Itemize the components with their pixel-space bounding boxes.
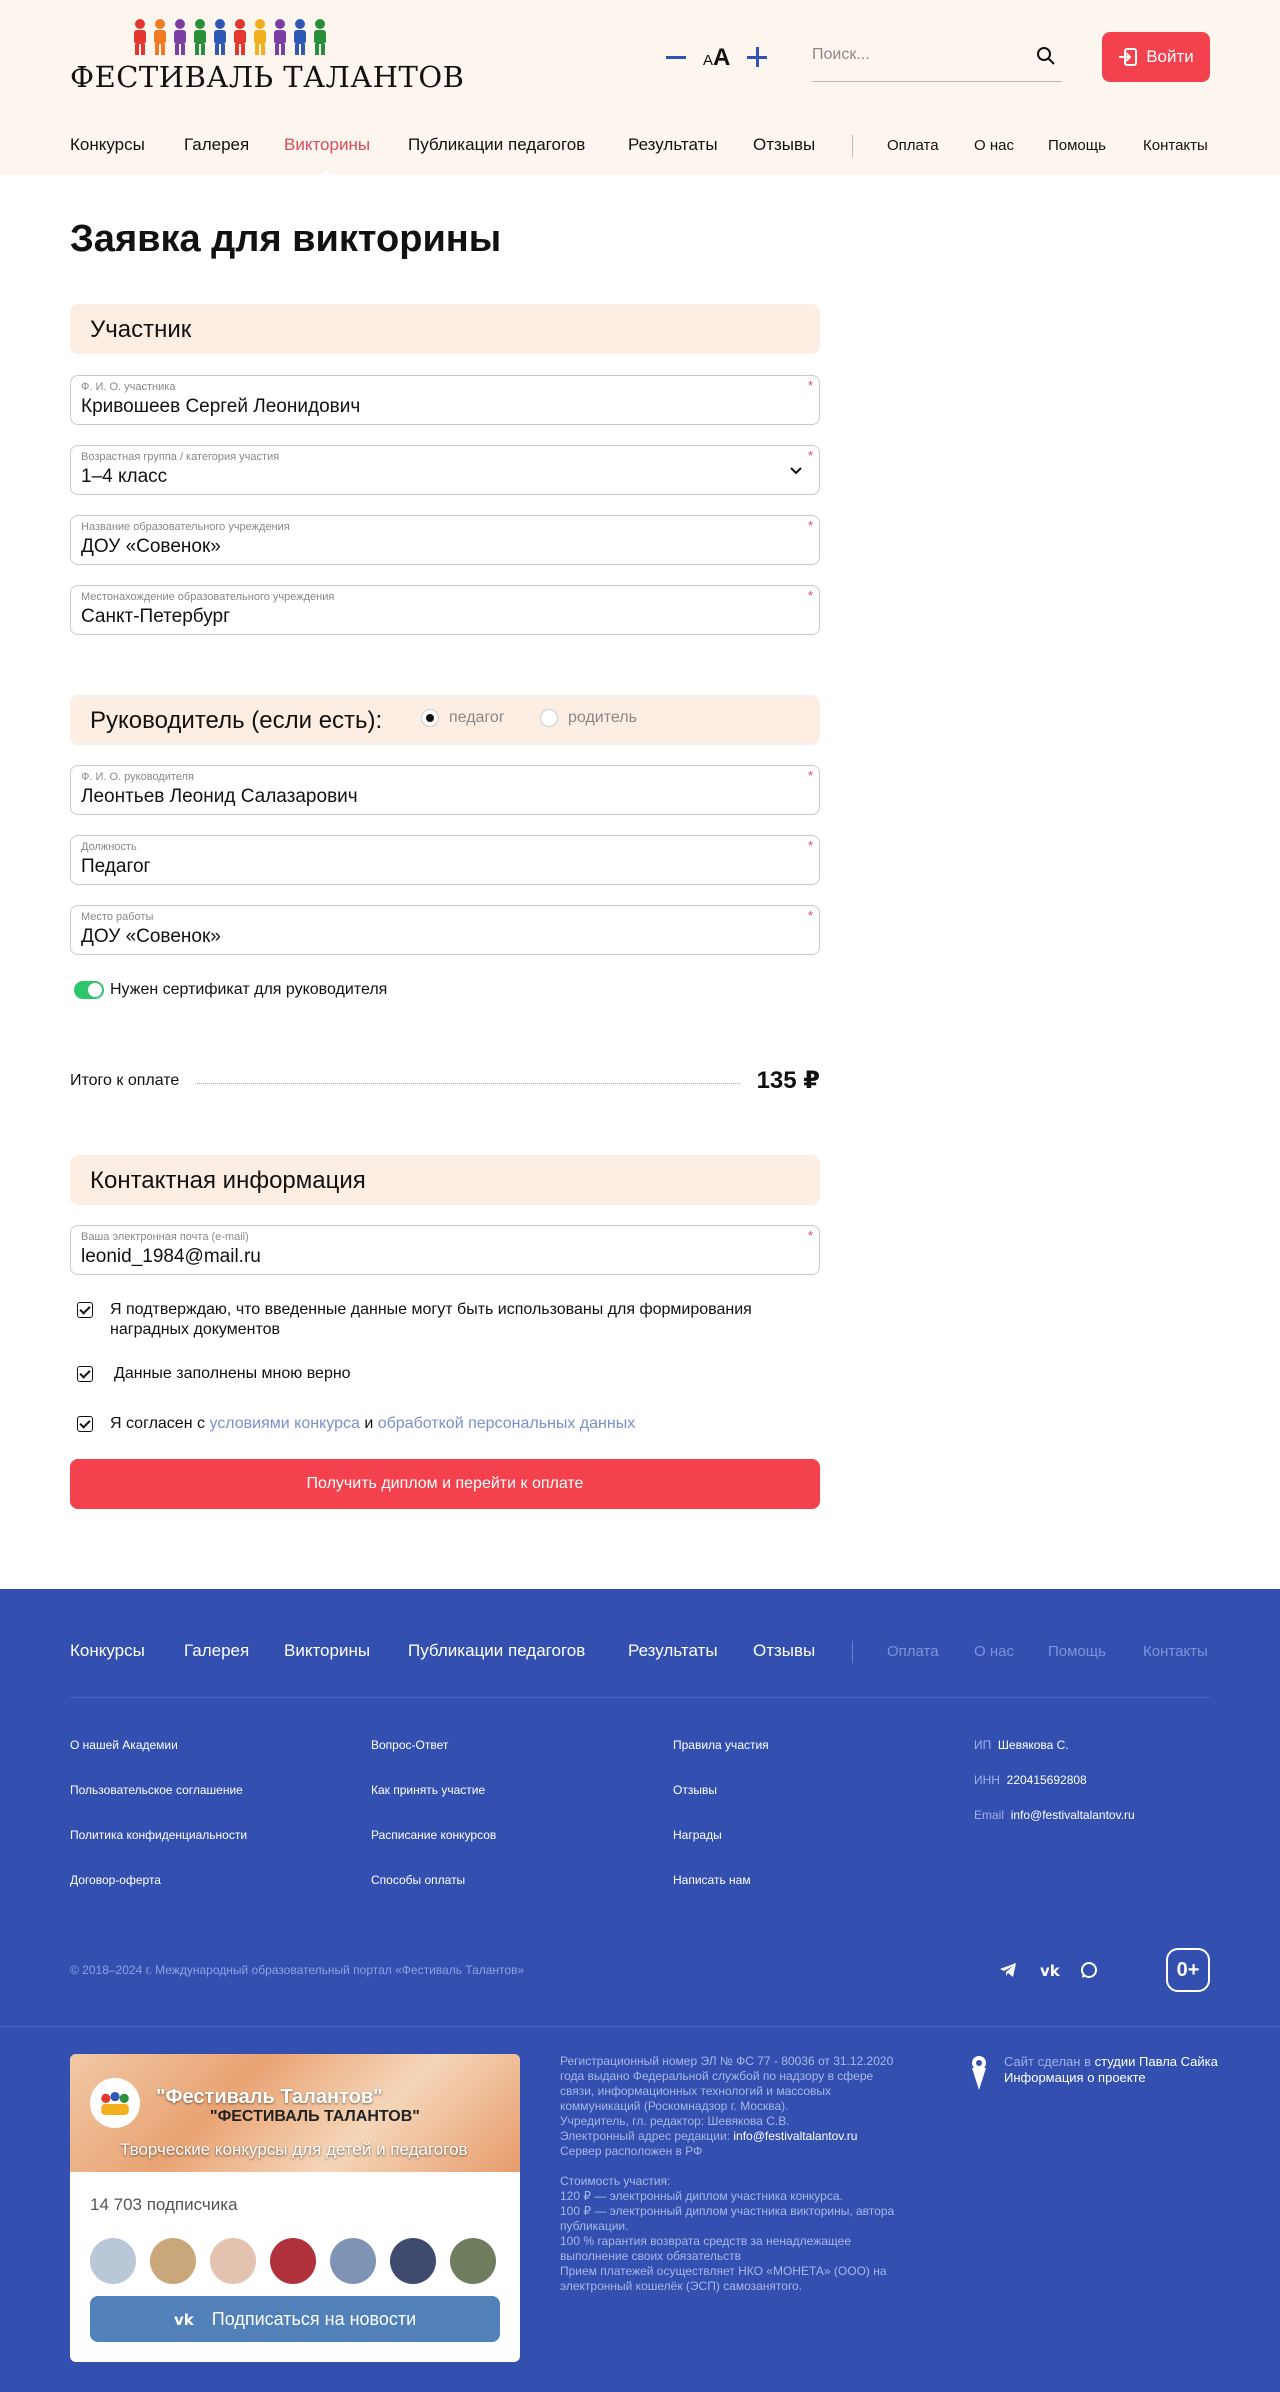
footer-divider — [70, 1697, 1210, 1698]
font-size-icon: AA — [703, 44, 731, 71]
field-value: Леонтьев Леонид Салазарович — [81, 786, 358, 807]
price-line: выполнение своих обязательств — [560, 2249, 741, 2263]
field-label: Ф. И. О. руководителя — [81, 771, 194, 783]
footer-link[interactable]: Награды — [673, 1828, 722, 1842]
required-mark: * — [807, 588, 813, 603]
certificate-toggle[interactable] — [74, 981, 104, 999]
nav-divider — [852, 135, 853, 157]
field-label: Должность — [81, 841, 137, 853]
nav-item-publications[interactable]: Публикации педагогов — [408, 135, 586, 154]
field-value: 1–4 класс — [81, 466, 168, 487]
reg-line: связи, информационных технологий и массовых — [560, 2084, 832, 2098]
radio-label: педагог — [449, 709, 505, 727]
avatar[interactable] — [150, 2238, 196, 2284]
logo-people-icon — [130, 18, 340, 56]
footer-nav-reviews[interactable]: Отзывы — [753, 1641, 816, 1660]
total-row — [70, 1064, 820, 1094]
reg-line: Регистрационный номер ЭЛ № ФС 77 - 80036 от 31.12.2020 — [560, 2054, 894, 2068]
supervisor-name-field[interactable] — [70, 765, 820, 815]
footer-nav-publications[interactable]: Публикации педагогов — [408, 1641, 586, 1660]
avatar[interactable] — [270, 2238, 316, 2284]
required-mark: * — [807, 908, 813, 923]
vk-subscribe-label: Подписаться на новости — [211, 2308, 417, 2329]
email-field[interactable] — [70, 1225, 820, 1275]
svg-text:vk: vk — [173, 2311, 194, 2327]
required-mark: * — [807, 768, 813, 783]
footer-link[interactable]: Пользовательское соглашение — [70, 1783, 243, 1797]
reg-line: коммуникаций (Роскомнадзор г. Москва). — [560, 2099, 789, 2113]
radio-dot — [540, 709, 558, 727]
consent-terms — [70, 1414, 830, 1436]
age-rating-badge: 0+ — [1166, 1948, 1210, 1992]
registration-info — [560, 2054, 930, 2294]
participant-name-field[interactable] — [70, 375, 820, 425]
price-line: публикации. — [560, 2219, 629, 2233]
footer-nav-quizzes[interactable]: Викторины — [284, 1641, 371, 1660]
section-title: Контактная информация — [90, 1167, 366, 1194]
total-label: Итого к оплате — [70, 1072, 185, 1090]
reg-email-line: Электронный адрес редакции: info@festivaltalantov.ru — [560, 2129, 858, 2143]
required-mark: * — [807, 448, 813, 463]
radio-teacher[interactable] — [421, 709, 505, 727]
submit-button[interactable]: Получить диплом и перейти к оплате — [70, 1459, 820, 1509]
reg-line: Учредитель, гл. редактор: Шевякова С.В. — [560, 2114, 790, 2128]
total-amount: 135 ₽ — [756, 1067, 820, 1094]
login-label: Войти — [1146, 47, 1194, 66]
font-size-control — [666, 38, 774, 78]
contact-section-header — [70, 1155, 820, 1205]
price-line: 100 ₽ — электронный диплом участника викторины, автора — [560, 2204, 895, 2218]
terms-link[interactable]: условиями конкурса — [209, 1415, 360, 1432]
field-label: Название образовательного учреждения — [81, 521, 290, 533]
site-logo[interactable] — [70, 18, 465, 94]
certificate-toggle-label: Нужен сертификат для руководителя — [110, 981, 388, 998]
radio-dot — [421, 709, 439, 727]
vk-tagline: Творческие конкурсы для детей и педагогов — [120, 2140, 468, 2159]
chevron-down-icon — [789, 464, 803, 478]
vk-logo-icon — [174, 2311, 200, 2327]
vk-banner-title: "ФЕСТИВАЛЬ ТАЛАНТОВ" — [210, 2108, 420, 2125]
footer-link[interactable]: Правила участия — [673, 1738, 769, 1752]
price-line: Стоимость участия: — [560, 2174, 671, 2188]
field-value: ДОУ «Совенок» — [81, 536, 221, 557]
footer-divider — [0, 2026, 1280, 2027]
footer-link[interactable]: Как принять участие — [371, 1783, 486, 1797]
studio-text: Сайт сделан в студии Павла Сайка Информация о проекте — [1004, 2054, 1218, 2085]
consent-and: и — [364, 1415, 374, 1432]
vk-icon[interactable] — [1040, 1961, 1062, 1979]
footer-nav-divider — [852, 1641, 853, 1663]
footer-nav-gallery[interactable]: Галерея — [184, 1641, 250, 1660]
project-info-link[interactable]: Информация о проекте — [1004, 2070, 1146, 2085]
footer-nav — [70, 1641, 1210, 1665]
footer-nav-help[interactable]: Помощь — [1048, 1643, 1106, 1660]
whatsapp-icon[interactable] — [1080, 1961, 1098, 1979]
price-line: 120 ₽ — электронный диплом участника конкурса. — [560, 2189, 843, 2203]
footer-link[interactable]: Договор-оферта — [70, 1873, 161, 1887]
footer-link[interactable]: О нашей Академии — [70, 1738, 178, 1752]
field-label: Местонахождение образовательного учреждения — [81, 591, 335, 603]
consent-correct-data-checkbox[interactable] — [77, 1366, 93, 1382]
required-mark: * — [807, 378, 813, 393]
field-value: Педагог — [81, 856, 151, 877]
nav-item-about[interactable]: О нас — [974, 137, 1014, 154]
page-title: Заявка для викторины — [70, 218, 502, 260]
reg-line: Сервер расположен в РФ — [560, 2144, 703, 2158]
vk-member-avatars — [90, 2238, 510, 2286]
nav-item-quizzes[interactable]: Викторины — [284, 135, 371, 154]
supervisor-workplace-field[interactable] — [70, 905, 820, 955]
footer-email: Email info@festivaltalantov.ru — [974, 1808, 1135, 1822]
price-line: электронный кошелёк (ЭСП) самозанятого. — [560, 2279, 803, 2293]
avatar[interactable] — [90, 2238, 136, 2284]
site-footer — [0, 1589, 1280, 2392]
field-value: ДОУ «Совенок» — [81, 926, 221, 947]
nav-item-gallery[interactable]: Галерея — [184, 135, 250, 154]
consent-text: Я подтверждаю, что введенные данные могут быть использованы для формирования наградных документов — [110, 1301, 752, 1338]
footer-link[interactable]: Написать нам — [673, 1873, 751, 1887]
login-icon — [1118, 47, 1138, 67]
field-label: Возрастная группа / категория участия — [81, 451, 280, 463]
field-value: leonid_1984@mail.ru — [81, 1246, 261, 1267]
footer-link[interactable]: Расписание конкурсов — [371, 1828, 497, 1842]
avatar[interactable] — [390, 2238, 436, 2284]
footer-email-link[interactable]: info@festivaltalantov.ru — [1010, 1808, 1135, 1822]
svg-text:vk: vk — [1040, 1962, 1060, 1979]
reg-line: года выдано Федеральной службой по надзору в сфере — [560, 2069, 874, 2083]
studio-credit — [964, 2054, 1218, 2094]
consent-prefix: Я согласен с — [110, 1415, 205, 1432]
field-label: Ваша электронная почта (e-mail) — [81, 1231, 249, 1243]
footer-nav-contacts[interactable]: Контакты — [1143, 1643, 1208, 1660]
login-button[interactable] — [1102, 32, 1210, 82]
footer-inn: ИНН 220415692808 — [974, 1773, 1087, 1787]
logo-text: ФЕСТИВАЛЬ ТАЛАНТОВ — [70, 60, 465, 94]
nav-item-contacts[interactable]: Контакты — [1143, 137, 1208, 154]
consent-correct-data — [70, 1364, 830, 1386]
footer-link[interactable]: Отзывы — [673, 1783, 717, 1797]
footer-link[interactable]: Вопрос-Ответ — [371, 1738, 449, 1752]
field-label: Ф. И. О. участника — [81, 381, 176, 393]
privacy-link[interactable]: обработкой персональных данных — [377, 1415, 636, 1432]
avatar[interactable] — [210, 2238, 256, 2284]
institution-location-field[interactable] — [70, 585, 820, 635]
institution-name-field[interactable] — [70, 515, 820, 565]
avatar[interactable] — [450, 2238, 496, 2284]
vk-banner — [70, 2054, 520, 2172]
studio-logo-icon — [964, 2054, 994, 2092]
vk-group-name[interactable]: "Фестиваль Талантов" — [156, 2086, 383, 2108]
section-title: Руководитель (если есть): — [90, 707, 383, 734]
supervisor-position-field[interactable] — [70, 835, 820, 885]
required-mark: * — [807, 1228, 813, 1243]
main-nav — [70, 135, 1210, 159]
consent-data-usage-checkbox[interactable] — [77, 1302, 93, 1318]
site-header — [0, 0, 1280, 175]
footer-link[interactable]: Способы оплаты — [371, 1873, 466, 1887]
consent-data-usage — [70, 1300, 830, 1342]
studio-link[interactable]: студии Павла Сайка — [1094, 2054, 1218, 2069]
nav-active-indicator — [320, 170, 332, 176]
avatar[interactable] — [330, 2238, 376, 2284]
reg-email-link[interactable]: info@festivaltalantov.ru — [733, 2129, 858, 2143]
vk-subscribe-button[interactable] — [90, 2296, 500, 2342]
consent-terms-checkbox[interactable] — [77, 1416, 93, 1432]
footer-nav-results[interactable]: Результаты — [628, 1641, 718, 1660]
nav-item-contests[interactable]: Конкурсы — [70, 135, 145, 154]
footer-ip: ИП Шевякова С. — [974, 1738, 1069, 1752]
vk-subscribers: 14 703 подписчика — [90, 2195, 238, 2214]
total-dots — [195, 1083, 740, 1084]
participant-section-header — [70, 304, 820, 354]
radio-parent[interactable] — [540, 709, 637, 727]
field-value: Санкт-Петербург — [81, 606, 231, 627]
section-title: Участник — [90, 316, 192, 343]
font-decrease-button[interactable] — [666, 56, 686, 59]
copyright: © 2018–2024 г. Международный образовательный портал «Фестиваль Талантов» — [70, 1963, 525, 1977]
radio-label: родитель — [568, 709, 637, 727]
consent-text — [110, 1414, 830, 1434]
vk-group-avatar — [90, 2078, 140, 2128]
consent-text: Данные заполнены мною верно — [114, 1365, 351, 1382]
footer-nav-about[interactable]: О нас — [974, 1643, 1014, 1660]
nav-item-results[interactable]: Результаты — [628, 135, 718, 154]
search-input[interactable] — [812, 38, 1062, 82]
search-icon[interactable] — [1036, 46, 1056, 66]
telegram-icon[interactable] — [999, 1961, 1017, 1979]
field-value: Кривошеев Сергей Леонидович — [81, 396, 361, 417]
footer-nav-payment[interactable]: Оплата — [887, 1643, 939, 1660]
nav-item-reviews[interactable]: Отзывы — [753, 135, 816, 154]
nav-item-payment[interactable]: Оплата — [887, 137, 939, 154]
footer-link[interactable]: Политика конфиденциальности — [70, 1828, 248, 1842]
nav-item-help[interactable]: Помощь — [1048, 137, 1106, 154]
supervisor-section-header — [70, 695, 820, 745]
vk-widget — [70, 2054, 520, 2362]
field-label: Место работы — [81, 911, 154, 923]
search-placeholder: Поиск... — [812, 46, 870, 63]
price-line: 100 % гарантия возврата средств за ненадлежащее — [560, 2234, 851, 2248]
required-mark: * — [807, 838, 813, 853]
required-mark: * — [807, 518, 813, 533]
price-line: Прием платежей осуществляет НКО «МОНЕТА» (ООО) на — [560, 2264, 887, 2278]
footer-nav-contests[interactable]: Конкурсы — [70, 1641, 145, 1660]
age-group-select[interactable] — [70, 445, 820, 495]
certificate-toggle-row — [74, 980, 574, 1002]
